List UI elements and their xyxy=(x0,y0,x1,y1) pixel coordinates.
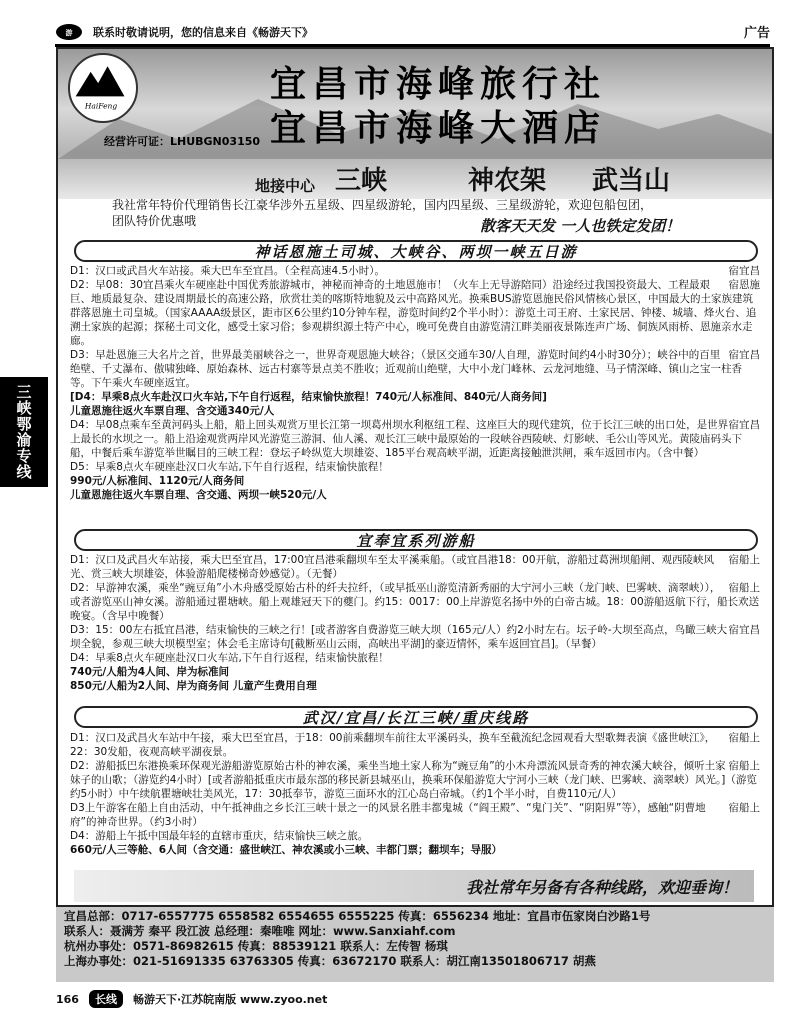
company-logo xyxy=(68,53,138,123)
contact-line: 宜昌总部：0717-6557775 6558582 6554655 6555225 传真：6556234 地址：宜昌市伍家岗白沙路1号 xyxy=(64,909,651,923)
day-row: 宿船上 D3上午游客在船上自由活动，中午抵神曲之乡长江三峡十景之一的风景名胜丰都鬼城（“阎王殿”、“鬼门关”、“阴阳界”等），感触“阴曹地府”的神奇世界。（约3小时） xyxy=(70,802,760,828)
day-row: 宿船上 D2：早游神农溪，乘坐“豌豆角”小木舟感受原始古朴的纤夫拉纤，（或早抵巫山游览清新秀丽的大宁河小三峡（龙门峡、巴雾峡、滴翠峡）），或者游览巫山神女溪。游船通过瞿塘峡。船上观雄冠天下的夔门。约15：0017：00上岸游览名扬中外的白帝古城。18：00游船返航下行，船长欢送晚宴。（含早中晚餐） xyxy=(70,582,760,622)
price-row: 740元/人船为4人间、岸为标准间 xyxy=(70,666,230,678)
day-row: 宿船上 D2：游船抵巴东港换乘环保观光游船游览原始古朴的神农溪，乘坐当地土家人称为“豌豆角”的小木舟漂流风景奇秀的神农溪大峡谷，倾听土家妹子的山歌；（游览约4小时）[或者游船抵重庆市最东部的移民新县城巫山，换乘环保船游览大宁河小三峡（龙门峡、巴雾峡、滴翠峡）风光。]（游览约5小时）中午续航瞿塘峡壮美风光，17：30抵奉节，游览三面环水的江心岛白帝城。（约1个半小时，自费110元/人） xyxy=(70,760,760,800)
price-row: [D4：早乘8点火车赴汉口火车站,下午自行返程，结束愉快旅程！740元/人标准间、840元/人商务间] xyxy=(70,391,547,403)
svg-text:HaiFeng: HaiFeng xyxy=(84,101,118,111)
day-row: 宿船上 D1：汉口及武昌火车站接，乘大巴至宜昌，17:00宜昌港乘翻坝车至太平溪乘船。（或宜昌港18：00开航，游船过葛洲坝船闸、观西陵峡风光、赏三峡大坝雄姿，体验游船爬楼梯奇妙感觉）。（无餐） xyxy=(70,554,760,580)
day-row: 宿宜昌 D1：汉口或武昌火车站接。乘大巴车至宜昌。（全程高速4.5小时）。 xyxy=(70,265,760,277)
day-row: 宿船上 D1：汉口及武昌火车站中午接，乘大巴至宜昌，于18：00前乘翻坝车前往太平溪码头，换车至截流纪念园观看大型歌舞表演《盛世峡江》，22：30发船，夜观高峡平湖夜景。 xyxy=(70,732,760,758)
hotel-name: 宜昌市海峰大酒店 xyxy=(270,107,607,149)
page-number: 166 xyxy=(56,992,79,1006)
page-footer xyxy=(56,990,327,1008)
day-row: D5：早乘8点火车硬座赴汉口火车站,下午自行返程，结束愉快旅程！ xyxy=(70,461,389,473)
ground-center-label: 地接中心 xyxy=(255,177,316,195)
peak-logo-icon xyxy=(70,55,132,117)
contact-line: 上海办事处：021-51691335 63763305 传真：63672170 联系人：胡江南13501806717 胡燕 xyxy=(64,954,596,968)
itinerary-2 xyxy=(70,553,760,693)
section-title-3: 武汉/宜昌/长江三峡/重庆线路 xyxy=(74,706,758,728)
destination-2: 神农架 xyxy=(468,166,547,196)
section-badge: 长线 xyxy=(89,990,123,1008)
contact-line: 联系人：聂满芳 秦平 段江波 总经理：秦唯唯 网址：www.Sanxiahf.com xyxy=(64,924,456,938)
closing-slogan: 我社常年另备有各种线路，欢迎垂询！ xyxy=(74,870,754,902)
price-row: 儿童恩施往返火车票自理、含交通340元/人 xyxy=(70,405,275,417)
price-row: 660元/人三等舱、6人间（含交通：盛世峡江、神农溪或小三峡、丰都门票；翻坝车；导服） xyxy=(70,844,503,856)
svg-text:游: 游 xyxy=(65,29,73,37)
side-tab: 三峡鄂渝专线 xyxy=(0,377,48,487)
day-row: D4：早乘8点火车硬座赴汉口火车站,下午自行返程，结束愉快旅程！ xyxy=(70,652,389,664)
itinerary-1 xyxy=(70,264,760,502)
publication: 畅游天下·江苏皖南版 www.zyoo.net xyxy=(132,993,328,1006)
agency-name: 宜昌市海峰旅行社 xyxy=(270,63,607,105)
license-number: 经营许可证：LHUBGN03150 xyxy=(104,135,261,148)
intro-text: 我社常年特价代理销售长江豪华涉外五星级、四星级游轮，国内四星级、三星级游轮，欢迎包船包团，团队特价优惠哦 xyxy=(112,198,653,228)
section-title-2: 宜奉宜系列游船 xyxy=(74,529,758,551)
section-title-1: 神话恩施土司城、大峡谷、两坝一峡五日游 xyxy=(74,240,758,262)
magazine-logo-icon xyxy=(55,23,83,41)
price-row: 儿童恩施往返火车票自理、含交通、两坝一峡520元/人 xyxy=(70,489,327,501)
day-row: 宿宜昌 D4：早08点乘车至黄河码头上船，船上回头观赏万里长江第一坝葛州坝水利枢纽工程、这座巨大的现代建筑，位于长江三峡的出口处，是世界上最长的水坝之一。船上沿途观赏两岸风光游览三游洞、仙人溪、观长江三峡中最原始的一段峡谷西陵峡、灯影峡、毛公山等风光。黄陵庙码头下船，中餐后乘车游览举世瞩目的三峡工程：登坛子岭纵览大坝雄姿、185平台观高峡平湖，近距离接触泄洪闸，乘车返回市内。（含中餐） xyxy=(70,419,760,459)
day-row: 宿宜昌 D3：15：00左右抵宜昌港，结束愉快的三峡之行！[或者游客自费游览三峡大坝（165元/人）约2小时左右。坛子岭-大坝至高点，鸟瞰三峡大坝全貌，参观三峡大坝模型室；体会毛主席诗句[截断巫山云雨，高峡出平湖]的豪迈情怀，乘车返回宜昌]。（早餐） xyxy=(70,624,760,650)
ad-tag: 广告 xyxy=(743,26,770,41)
day-row: 宿恩施 D2：早08：30宜昌乘火车硬座赴中国优秀旅游城市，神秘而神奇的土地恩施市！（火车上无导游陪同）沿途经过我国投资最大、工程最艰巨、地质最复杂、建设周期最长的高速公路，欣赏壮美的喀斯特地貌及云中高路风光。换乘BUS游览恩施民俗风情核心景区，中国最大的土家族建筑群落恩施土司皇城。（国家AAAA级景区，距市区6公里约10分钟车程，游览时间约2个半小时）：游览土司王府、土家民居、钟楼、城墙、烽火台、追溯土家族的起源；探秘土司文化，感受土家习俗；参观耕织源土特产中心，晚可免费自由游览清江畔美丽夜景陈连声广场、侗族风雨桥、恩施亲水走廊。 xyxy=(70,279,760,347)
destination-3: 武当山 xyxy=(592,166,671,196)
slogan: 散客天天发 一人也铁定发团！ xyxy=(480,217,681,235)
itinerary-3 xyxy=(70,731,760,857)
top-bar xyxy=(55,20,770,44)
destination-1: 三峡 xyxy=(335,166,388,196)
day-row: D4：游船上午抵中国最年轻的直辖市重庆，结束愉快三峡之旅。 xyxy=(70,830,369,842)
header-note: 联系时敬请说明，您的信息来自《畅游天下》 xyxy=(93,26,313,39)
price-row: 850元/人船为2人间、岸为商务间 儿童产生费用自理 xyxy=(70,680,317,692)
contact-line: 杭州办事处：0571-86982615 传真：88539121 联系人：左传智 杨琪 xyxy=(64,939,448,953)
contact-block xyxy=(56,907,774,982)
day-row: 宿宜昌 D3：早赴恩施三大名片之首，世界最美丽峡谷之一，世界奇观恩施大峡谷；（景区交通车30/人自理，游览时间约4小时30分）；峡谷中的百里绝壁、千丈瀑布、傲啸独峰、原始森林、远古村寨等景点美不胜收；近观前山绝壁，大中小龙门峰林、云龙河地缝、马子情深峰、镇山之宝一柱香等。下午乘火车硬座返宜。 xyxy=(70,349,760,389)
price-row: 990元/人标准间、1120元/人商务间 xyxy=(70,475,245,487)
